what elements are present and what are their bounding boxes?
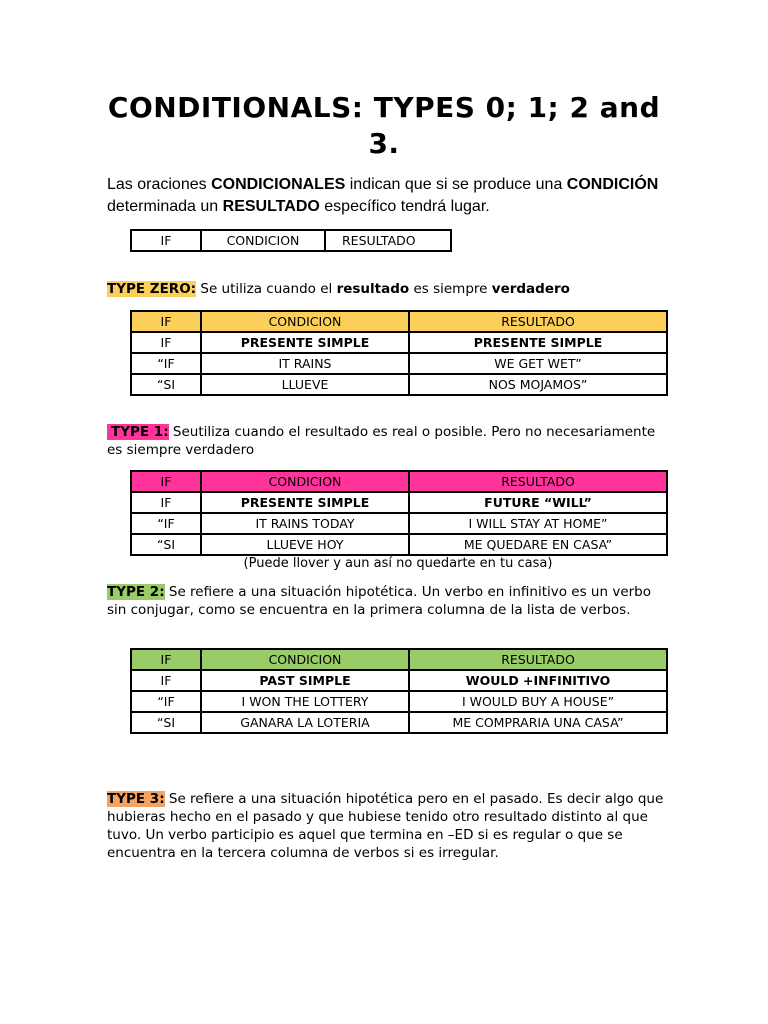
table-cell: PAST SIMPLE bbox=[201, 670, 409, 691]
table-cell: “SI bbox=[131, 712, 201, 733]
table-header-row bbox=[131, 649, 667, 670]
page-title: CONDITIONALS: TYPES 0; 1; 2 and 3. bbox=[107, 91, 661, 160]
structure-resultado: RESULTADO bbox=[325, 230, 451, 251]
table-cell: “IF bbox=[131, 513, 201, 534]
table-row bbox=[131, 230, 451, 251]
table-cell: “IF bbox=[131, 691, 201, 712]
table-row bbox=[131, 712, 667, 733]
table-cell: LLUEVE HOY bbox=[201, 534, 409, 555]
table-row bbox=[131, 374, 667, 395]
intro-text-4: específico tendrá lugar. bbox=[319, 198, 490, 215]
table-cell: IF bbox=[131, 492, 201, 513]
table-cell: I WOULD BUY A HOUSE” bbox=[409, 691, 667, 712]
type2-text: Se refiere a una situación hipotética. Un verbo en infinitivo es un verbo sin conjugar, como se encuentra en la primera columna de la lista de verbos. bbox=[107, 584, 652, 618]
intro-text-1: Las oraciones bbox=[107, 176, 212, 193]
type2-header-condicion: CONDICION bbox=[201, 649, 409, 670]
type2-header-resultado: RESULTADO bbox=[409, 649, 667, 670]
table-cell: WE GET WET” bbox=[409, 353, 667, 374]
table-cell: ME COMPRARIA UNA CASA” bbox=[409, 712, 667, 733]
table-cell: FUTURE “WILL” bbox=[409, 492, 667, 513]
table-cell: WOULD +INFINITIVO bbox=[409, 670, 667, 691]
intro-text-3: determinada un bbox=[107, 198, 223, 215]
table-row bbox=[131, 670, 667, 691]
table-row bbox=[131, 353, 667, 374]
table-header-row bbox=[131, 311, 667, 332]
type1-tag: TYPE 1: bbox=[107, 424, 169, 440]
type3-text: Se refiere a una situación hipotética pero en el pasado. Es decir algo que hubieras hecho en el pasado y que hubiese tenido otro resultado distinto al que tuvo. Un verbo participio es aquel que termina en –ED si es regular o que se encuentra en la tercera columna de verbos si es irregular. bbox=[107, 791, 664, 861]
type0-text-1: Se utiliza cuando el bbox=[196, 281, 337, 297]
table-row bbox=[131, 332, 667, 353]
type0-bold-resultado: resultado bbox=[336, 281, 410, 297]
type0-header-resultado: RESULTADO bbox=[409, 311, 667, 332]
table-row bbox=[131, 534, 667, 555]
intro-paragraph bbox=[107, 174, 667, 218]
table-cell: PRESENTE SIMPLE bbox=[201, 332, 409, 353]
table-row bbox=[131, 513, 667, 534]
intro-text-2: indican que si se produce una bbox=[345, 176, 567, 193]
type0-paragraph bbox=[107, 280, 667, 298]
type2-header-if: IF bbox=[131, 649, 201, 670]
table-cell: IT RAINS TODAY bbox=[201, 513, 409, 534]
type1-table bbox=[130, 470, 668, 556]
type0-tag: TYPE ZERO: bbox=[107, 281, 197, 297]
type2-tag: TYPE 2: bbox=[107, 584, 165, 600]
type1-paragraph bbox=[107, 423, 667, 459]
table-cell: “IF bbox=[131, 353, 201, 374]
table-cell: ME QUEDARE EN CASA” bbox=[409, 534, 667, 555]
table-cell: I WILL STAY AT HOME” bbox=[409, 513, 667, 534]
table-cell: LLUEVE bbox=[201, 374, 409, 395]
type3-tag: TYPE 3: bbox=[107, 791, 165, 807]
type0-header-if: IF bbox=[131, 311, 201, 332]
table-cell: IF bbox=[131, 332, 201, 353]
table-row bbox=[131, 691, 667, 712]
type1-header-if: IF bbox=[131, 471, 201, 492]
table-cell: IF bbox=[131, 670, 201, 691]
table-cell: “SI bbox=[131, 534, 201, 555]
table-cell: “SI bbox=[131, 374, 201, 395]
type0-bold-verdadero: verdadero bbox=[491, 281, 570, 297]
intro-bold-resultado: RESULTADO bbox=[222, 198, 320, 215]
structure-table bbox=[130, 229, 452, 252]
type2-table bbox=[130, 648, 668, 734]
type0-text-2: es siempre bbox=[409, 281, 492, 297]
table-cell: GANARA LA LOTERIA bbox=[201, 712, 409, 733]
type3-paragraph bbox=[107, 790, 667, 862]
table-cell: PRESENTE SIMPLE bbox=[201, 492, 409, 513]
type1-header-resultado: RESULTADO bbox=[409, 471, 667, 492]
intro-bold-condicion: CONDICIÓN bbox=[566, 176, 659, 193]
type0-table bbox=[130, 310, 668, 396]
table-cell: I WON THE LOTTERY bbox=[201, 691, 409, 712]
type0-header-condicion: CONDICION bbox=[201, 311, 409, 332]
table-header-row bbox=[131, 471, 667, 492]
structure-if: IF bbox=[131, 230, 201, 251]
type2-paragraph bbox=[107, 583, 667, 619]
table-cell: PRESENTE SIMPLE bbox=[409, 332, 667, 353]
table-cell: IT RAINS bbox=[201, 353, 409, 374]
structure-condicion: CONDICION bbox=[201, 230, 325, 251]
intro-bold-condicionales: CONDICIONALES bbox=[211, 176, 346, 193]
table-cell: NOS MOJAMOS” bbox=[409, 374, 667, 395]
type1-text: Seutiliza cuando el resultado es real o posible. Pero no necesariamente es siempre verdadero bbox=[107, 424, 656, 458]
table-row bbox=[131, 492, 667, 513]
type1-note: (Puede llover y aun así no quedarte en tu casa) bbox=[243, 556, 553, 571]
type1-header-condicion: CONDICION bbox=[201, 471, 409, 492]
